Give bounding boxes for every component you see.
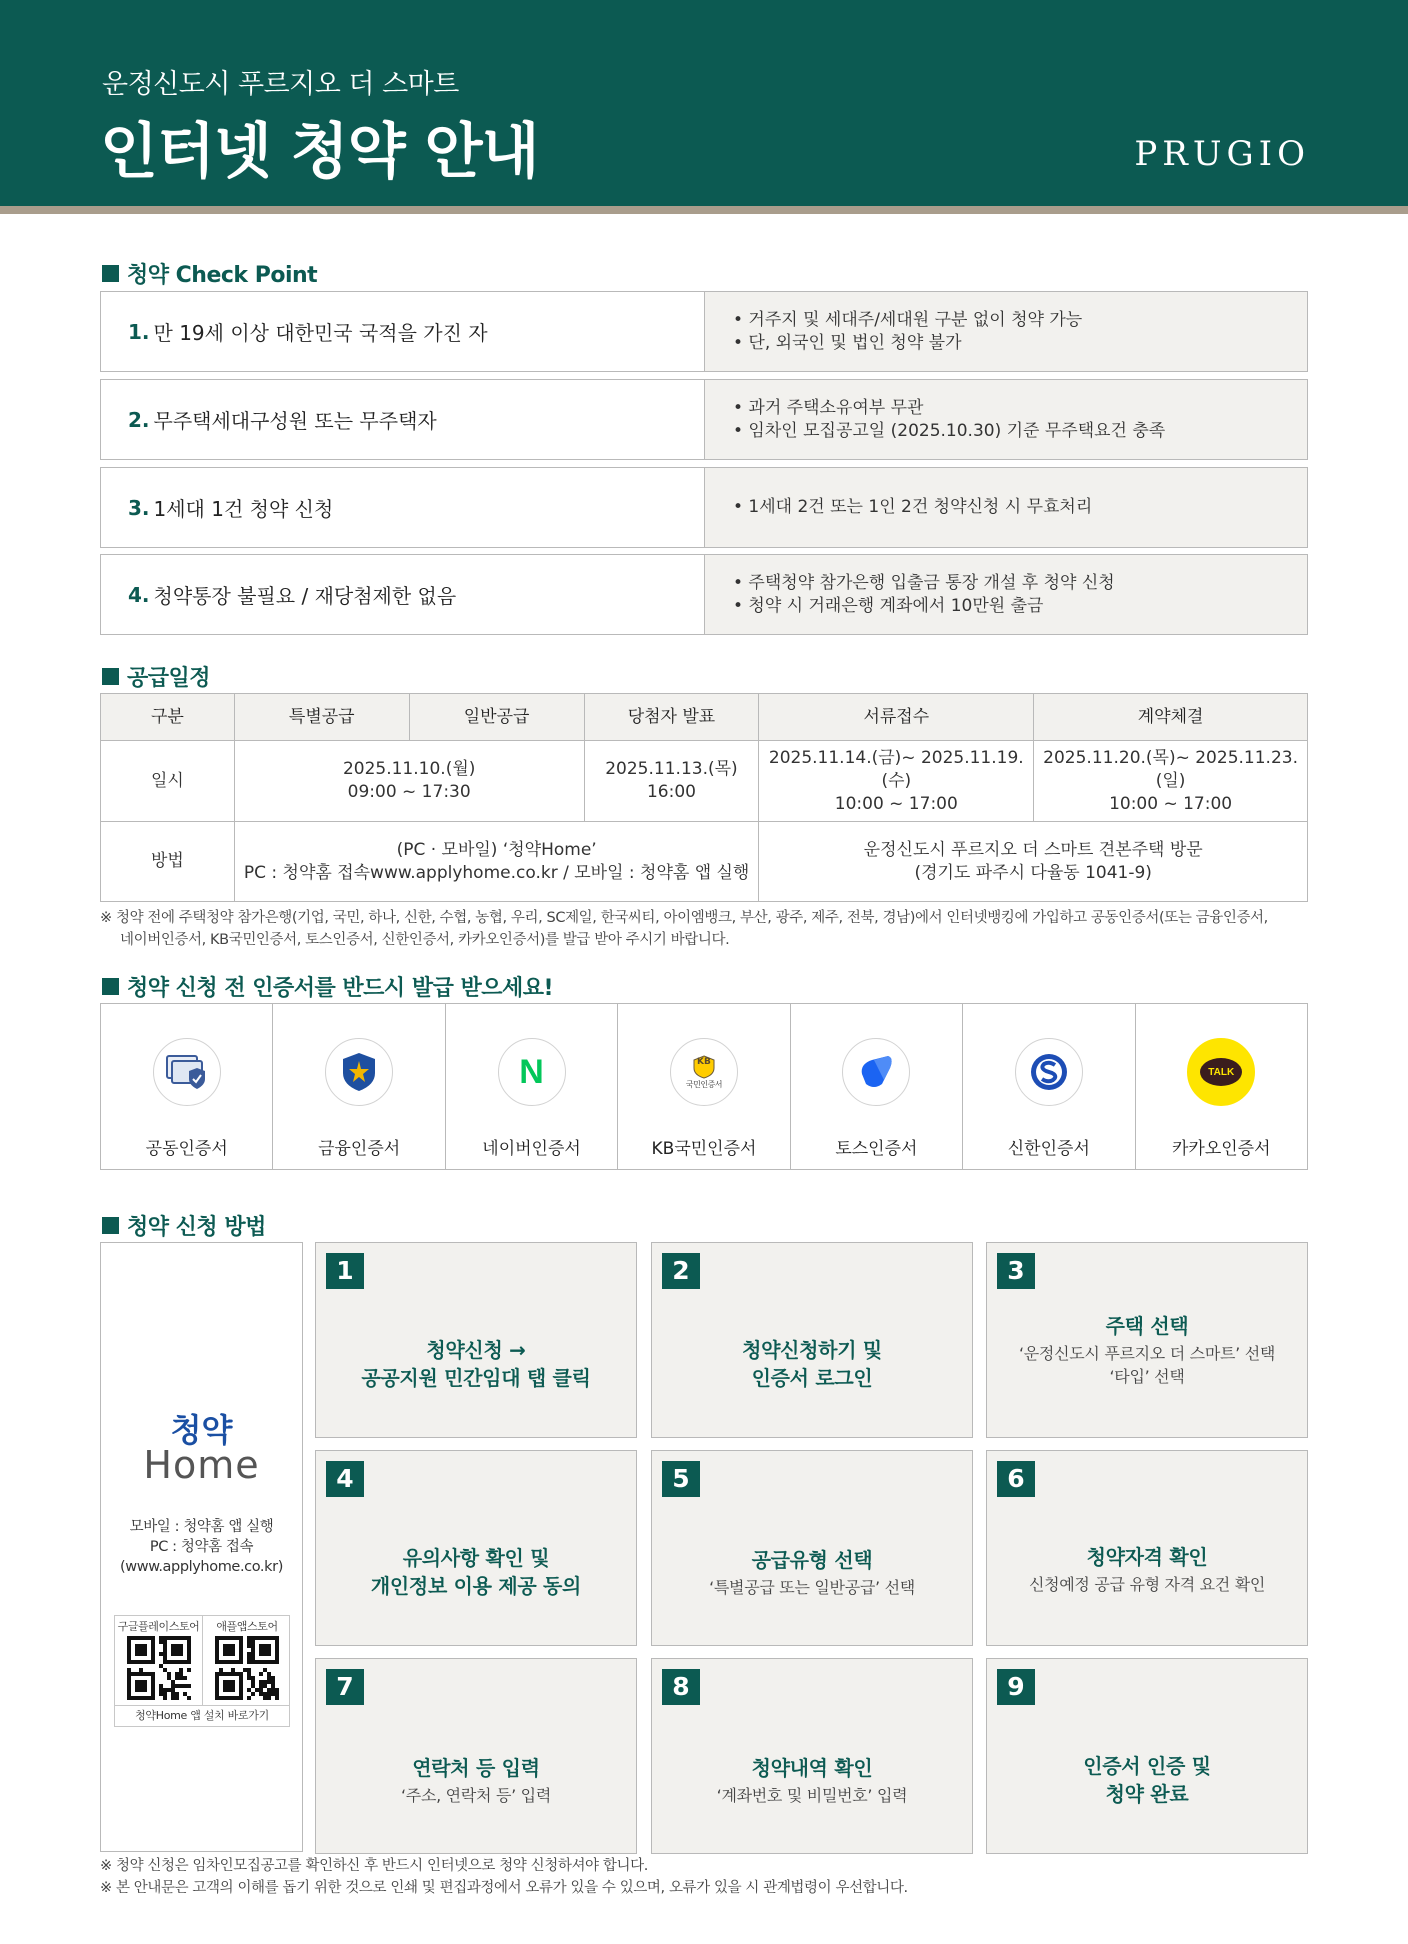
schedule-note: ※ 청약 전에 주택청약 참가은행(기업, 국민, 하나, 신한, 수협, 농협, 우리, SC제일, 한국씨티, 아이엠뱅크, 부산, 광주, 제주, 전북, 경남)에서 인터넷뱅킹에 가입하고 공동인증서(또는 금융인증서, 네이버인증서, KB국민인증서, 토스인증서, 신한인증서, 카카오인증서)를 발급 받아 주시기 바랍니다. <box>100 910 1268 948</box>
cert-grid <box>100 1003 1308 1170</box>
cert-item-joint: 공동인증서 <box>101 1004 273 1169</box>
step-7: 7 연락처 등 입력 ‘주소, 연락처 등’ 입력 <box>315 1658 637 1854</box>
cert-item-shinhan: 신한인증서 <box>963 1004 1135 1169</box>
step-2: 2 청약신청하기 및 인증서 로그인 <box>651 1242 973 1438</box>
step-6: 6 청약자격 확인 신청예정 공급 유형 자격 요건 확인 <box>986 1450 1308 1646</box>
square-bullet-icon <box>102 265 119 282</box>
contract-datetime: 2025.11.20.(목)~ 2025.11.23.(일) 10:00 ~ 17:00 <box>1034 741 1308 822</box>
cert-item-toss: 토스인증서 <box>791 1004 963 1169</box>
step-5: 5 공급유형 선택 ‘특별공급 또는 일반공급’ 선택 <box>651 1450 973 1646</box>
page-title: 인터넷 청약 안내 <box>100 117 539 187</box>
brand-logo: PRUGIO <box>1134 134 1310 174</box>
checkpoint-row-2: 2. 무주택세대구성원 또는 무주택자 • 과거 주택소유여부 무관 • 임차인 모집공고일 (2025.10.30) 기준 무주택요건 충족 <box>100 379 1308 460</box>
applyhome-logo: 청약 <box>170 1411 233 1449</box>
financial-cert-icon <box>325 1038 393 1106</box>
online-method: (PC · 모바일) ‘청약Home’ PC : 청약홈 접속www.applyhome.co.kr / 모바일 : 청약홈 앱 실행 <box>234 822 759 902</box>
square-bullet-icon <box>102 668 119 685</box>
cert-item-financial: 금융인증서 <box>273 1004 445 1169</box>
winner-datetime: 2025.11.13.(목) 16:00 <box>584 741 759 822</box>
row-label-date: 일시 <box>101 741 235 822</box>
step-1: 1 청약신청 → 공공지원 민간임대 탭 클릭 <box>315 1242 637 1438</box>
schedule-table <box>100 693 1308 902</box>
qr-code-icon <box>215 1636 279 1700</box>
header-subtitle: 운정신도시 푸르지오 더 스마트 <box>102 69 459 100</box>
cert-section-title: 청약 신청 전 인증서를 반드시 발급 받으세요! <box>102 971 553 1002</box>
checkpoint-row-4: 4. 청약통장 불필요 / 재당첨제한 없음 • 주택청약 참가은행 입출금 통장 개설 후 청약 신청 • 청약 시 거래은행 계좌에서 10만원 출금 <box>100 554 1308 635</box>
google-play-qr[interactable]: 구글플레이스토어 <box>115 1616 203 1706</box>
table-row <box>101 741 1308 822</box>
square-bullet-icon <box>102 978 119 995</box>
cert-item-naver: N 네이버인증서 <box>446 1004 618 1169</box>
step-3: 3 주택 선택 ‘운정신도시 푸르지오 더 스마트’ 선택 ‘타입’ 선택 <box>986 1242 1308 1438</box>
kakao-talk-icon: TALK <box>1187 1038 1255 1106</box>
offline-method: 운정신도시 푸르지오 더 스마트 견본주택 방문 (경기도 파주시 다율동 1041-9) <box>759 822 1308 902</box>
checkpoint-row-1: 1. 만 19세 이상 대한민국 국적을 가진 자 • 거주지 및 세대주/세대원 구분 없이 청약 가능 • 단, 외국인 및 법인 청약 불가 <box>100 291 1308 372</box>
page-header <box>0 0 1408 206</box>
step-4: 4 유의사항 확인 및 개인정보 이용 제공 동의 <box>315 1450 637 1646</box>
header-category: 구분 <box>101 694 235 741</box>
table-header-row <box>101 694 1308 741</box>
row-label-method: 방법 <box>101 822 235 902</box>
cert-item-kb: KB 국민인증서 KB국민인증서 <box>618 1004 790 1169</box>
square-bullet-icon <box>102 1217 119 1234</box>
naver-icon: N <box>498 1038 566 1106</box>
qr-code-box <box>114 1615 290 1727</box>
checkpoint-section-title: 청약 Check Point <box>102 258 317 289</box>
header-special-supply: 특별공급 <box>234 694 409 741</box>
footer-notes: ※ 청약 신청은 임차인모집공고를 확인하신 후 반드시 인터넷으로 청약 신청하셔야 합니다. ※ 본 안내문은 고객의 이해를 돕기 위한 것으로 인쇄 및 편집과정에서 오류가 있을 수 있으며, 오류가 있을 시 관계법령이 우선합니다. <box>100 1858 908 1896</box>
app-store-qr[interactable]: 애플앱스토어 <box>203 1616 291 1706</box>
shinhan-icon <box>1015 1038 1083 1106</box>
header-divider <box>0 206 1408 214</box>
qr-code-icon <box>127 1636 191 1700</box>
table-row <box>101 822 1308 902</box>
cert-item-kakao: TALK 카카오인증서 <box>1136 1004 1307 1169</box>
toss-icon <box>842 1038 910 1106</box>
supply-datetime: 2025.11.10.(월) 09:00 ~ 17:30 <box>234 741 584 822</box>
step-9: 9 인증서 인증 및 청약 완료 <box>986 1658 1308 1854</box>
checkpoint-row-3: 3. 1세대 1건 청약 신청 • 1세대 2건 또는 1인 2건 청약신청 시 무효처리 <box>100 467 1308 548</box>
step-8: 8 청약내역 확인 ‘계좌번호 및 비밀번호’ 입력 <box>651 1658 973 1854</box>
app-description: 모바일 : 청약홈 앱 실행 PC : 청약홈 접속 (www.applyhome.co.kr) <box>120 1519 283 1575</box>
header-contract: 계약체결 <box>1034 694 1308 741</box>
certificate-icon <box>153 1038 221 1106</box>
method-section-title: 청약 신청 방법 <box>102 1210 266 1241</box>
app-install-link[interactable]: 청약Home 앱 설치 바로가기 <box>115 1705 289 1726</box>
header-document-submission: 서류접수 <box>759 694 1034 741</box>
kb-icon: KB 국민인증서 <box>670 1038 738 1106</box>
header-winner-announce: 당첨자 발표 <box>584 694 759 741</box>
applyhome-logo-home: Home <box>143 1443 260 1487</box>
header-general-supply: 일반공급 <box>409 694 584 741</box>
applyhome-app-panel <box>100 1242 303 1852</box>
schedule-section-title: 공급일정 <box>102 661 210 692</box>
docs-datetime: 2025.11.14.(금)~ 2025.11.19.(수) 10:00 ~ 17:00 <box>759 741 1034 822</box>
